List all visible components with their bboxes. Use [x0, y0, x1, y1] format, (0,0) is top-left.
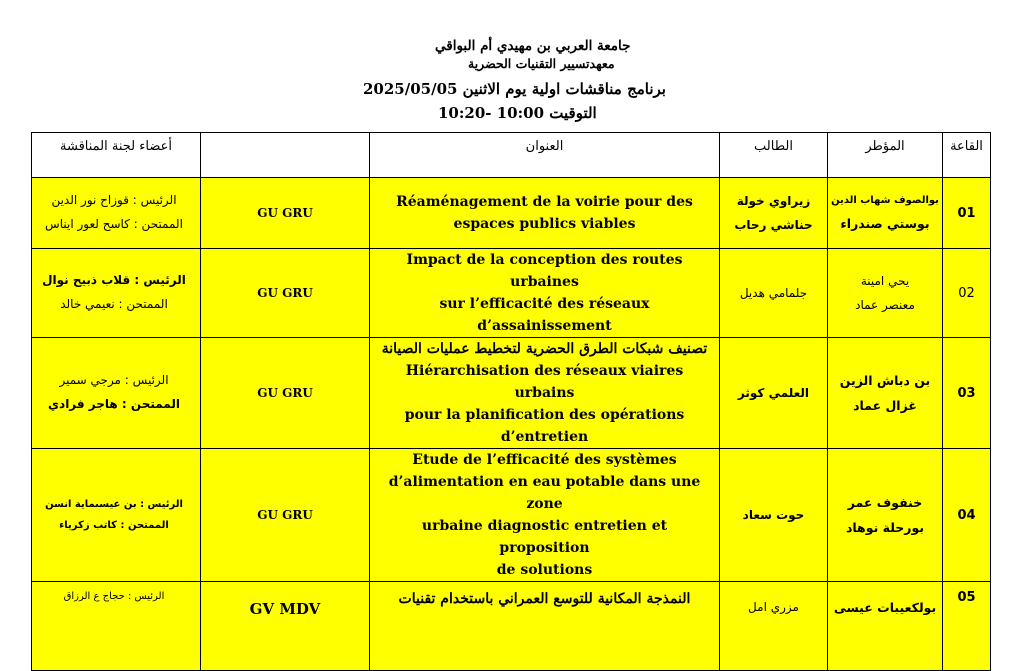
- committee-examiner: الممتحن : كاسح لعور ايناس: [45, 217, 183, 231]
- header-committee: أعضاء لجنة المناقشة: [32, 133, 201, 178]
- thesis-title-line: d’entretien: [500, 429, 589, 445]
- thesis-title-line: sur l’efficacité des réseaux d’assainissement: [439, 296, 650, 334]
- committee-cell: [32, 249, 201, 338]
- student-cell: [720, 582, 828, 671]
- thesis-title-cell: [370, 249, 720, 338]
- supervisor-name: بوستي صندراء: [840, 216, 930, 231]
- thesis-title-line: d’alimentation en eau potable dans une zone: [388, 474, 701, 512]
- supervisor-name: بوالصوف شهاب الدين: [831, 195, 939, 206]
- program-title: برنامج مناقشات اولية يوم الاثنين 2025/05/05: [363, 80, 666, 98]
- header-code: [201, 133, 370, 178]
- student-name: مزري امل: [748, 600, 799, 614]
- committee-cell: [32, 338, 201, 449]
- thesis-title-line: de solutions: [496, 562, 593, 578]
- committee-examiner: الممتحن : نعيمي خالد: [60, 297, 168, 311]
- table-row: [32, 338, 991, 449]
- specialty-code: GU GRU: [201, 449, 370, 582]
- header-supervisor: المؤطر: [828, 133, 943, 178]
- specialty-code: GU GRU: [201, 249, 370, 338]
- supervisor-name: خنفوف عمر: [847, 495, 923, 510]
- committee-president: الرئيس : بن عيسىماية انسن: [45, 499, 183, 510]
- time-slot: التوقيت 10:00 -10:20: [438, 104, 597, 122]
- student-name: حناشي رحاب: [734, 218, 813, 232]
- thesis-title-cell: [370, 338, 720, 449]
- committee-president: الرئيس : قلاب ذبيح نوال: [42, 273, 186, 288]
- committee-president: الرئيس : حجاج ع الرزاق: [63, 591, 165, 602]
- institute-name: معهدتسيير التقنيات الحضرية: [468, 56, 615, 71]
- room-number: 04: [943, 449, 991, 582]
- header-title: العنوان: [370, 133, 720, 178]
- committee-examiner: الممتحن : كاتب زكرياء: [59, 520, 169, 531]
- supervisor-name: بولكعيبات عيسى: [833, 600, 937, 615]
- room-number: 02: [943, 249, 991, 338]
- thesis-title-line: Hiérarchisation des réseaux viaires urbains: [405, 363, 684, 401]
- student-name: زيراوي خولة: [736, 194, 811, 208]
- specialty-code: GV MDV: [201, 582, 370, 671]
- thesis-title-line: pour la planification des opérations: [404, 407, 685, 423]
- supervisor-cell: [828, 338, 943, 449]
- defense-schedule-table: [31, 132, 991, 671]
- student-cell: [720, 338, 828, 449]
- table-row: [32, 249, 991, 338]
- table-header-row: [32, 133, 991, 178]
- thesis-title-cell: [370, 582, 720, 671]
- committee-president: الرئيس : مرجي سمير: [59, 373, 169, 388]
- thesis-title-line: Etude de l’efficacité des systèmes: [412, 452, 677, 468]
- supervisor-name: بن دباش الزين: [839, 373, 931, 388]
- specialty-code: GU GRU: [201, 178, 370, 249]
- thesis-title-cell: [370, 449, 720, 582]
- thesis-title-line: espaces publics viables: [453, 216, 636, 232]
- thesis-title-line: Impact de la conception des routes urbaines: [406, 252, 683, 290]
- header-room: القاعة: [943, 133, 991, 178]
- room-number: 03: [943, 338, 991, 449]
- room-number: 05: [943, 582, 991, 671]
- supervisor-cell: [828, 249, 943, 338]
- supervisor-name: معنصر عماد: [855, 298, 915, 312]
- supervisor-cell: [828, 178, 943, 249]
- header-student: الطالب: [720, 133, 828, 178]
- supervisor-cell: [828, 449, 943, 582]
- table-row: [32, 449, 991, 582]
- committee-president: الرئيس : قوزاح نور الدين: [51, 193, 177, 208]
- student-cell: [720, 449, 828, 582]
- student-name: العلمي كوثر: [737, 386, 810, 400]
- supervisor-name: غزال عماد: [853, 398, 917, 413]
- student-cell: [720, 249, 828, 338]
- document-header: [0, 0, 1024, 132]
- student-cell: [720, 178, 828, 249]
- supervisor-name: يحي امينة: [860, 274, 910, 288]
- room-number: 01: [943, 178, 991, 249]
- supervisor-name: بورحلة نوهاد: [845, 520, 925, 535]
- committee-cell: [32, 178, 201, 249]
- thesis-title-line: Réaménagement de la voirie pour des: [396, 194, 693, 210]
- thesis-title-arabic: تصنيف شبكات الطرق الحضرية لتخطيط عمليات الصيانة: [381, 341, 708, 357]
- supervisor-cell: [828, 582, 943, 671]
- committee-cell: [32, 582, 201, 671]
- committee-cell: [32, 449, 201, 582]
- table-row: [32, 582, 991, 671]
- university-name: جامعة العربي بن مهيدي أم البواقي: [435, 38, 631, 54]
- specialty-code: GU GRU: [201, 338, 370, 449]
- committee-examiner: الممتحن : هاجر فرادي: [48, 397, 180, 411]
- thesis-title-cell: [370, 178, 720, 249]
- thesis-title-line: urbaine diagnostic entretien et proposition: [421, 518, 668, 556]
- student-name: جلمامي هديل: [739, 286, 808, 300]
- thesis-title-arabic: النمذجة المكانية للتوسع العمراني باستخدام تقنيات: [398, 591, 691, 607]
- table-row: [32, 178, 991, 249]
- student-name: حوت سعاد: [742, 508, 805, 522]
